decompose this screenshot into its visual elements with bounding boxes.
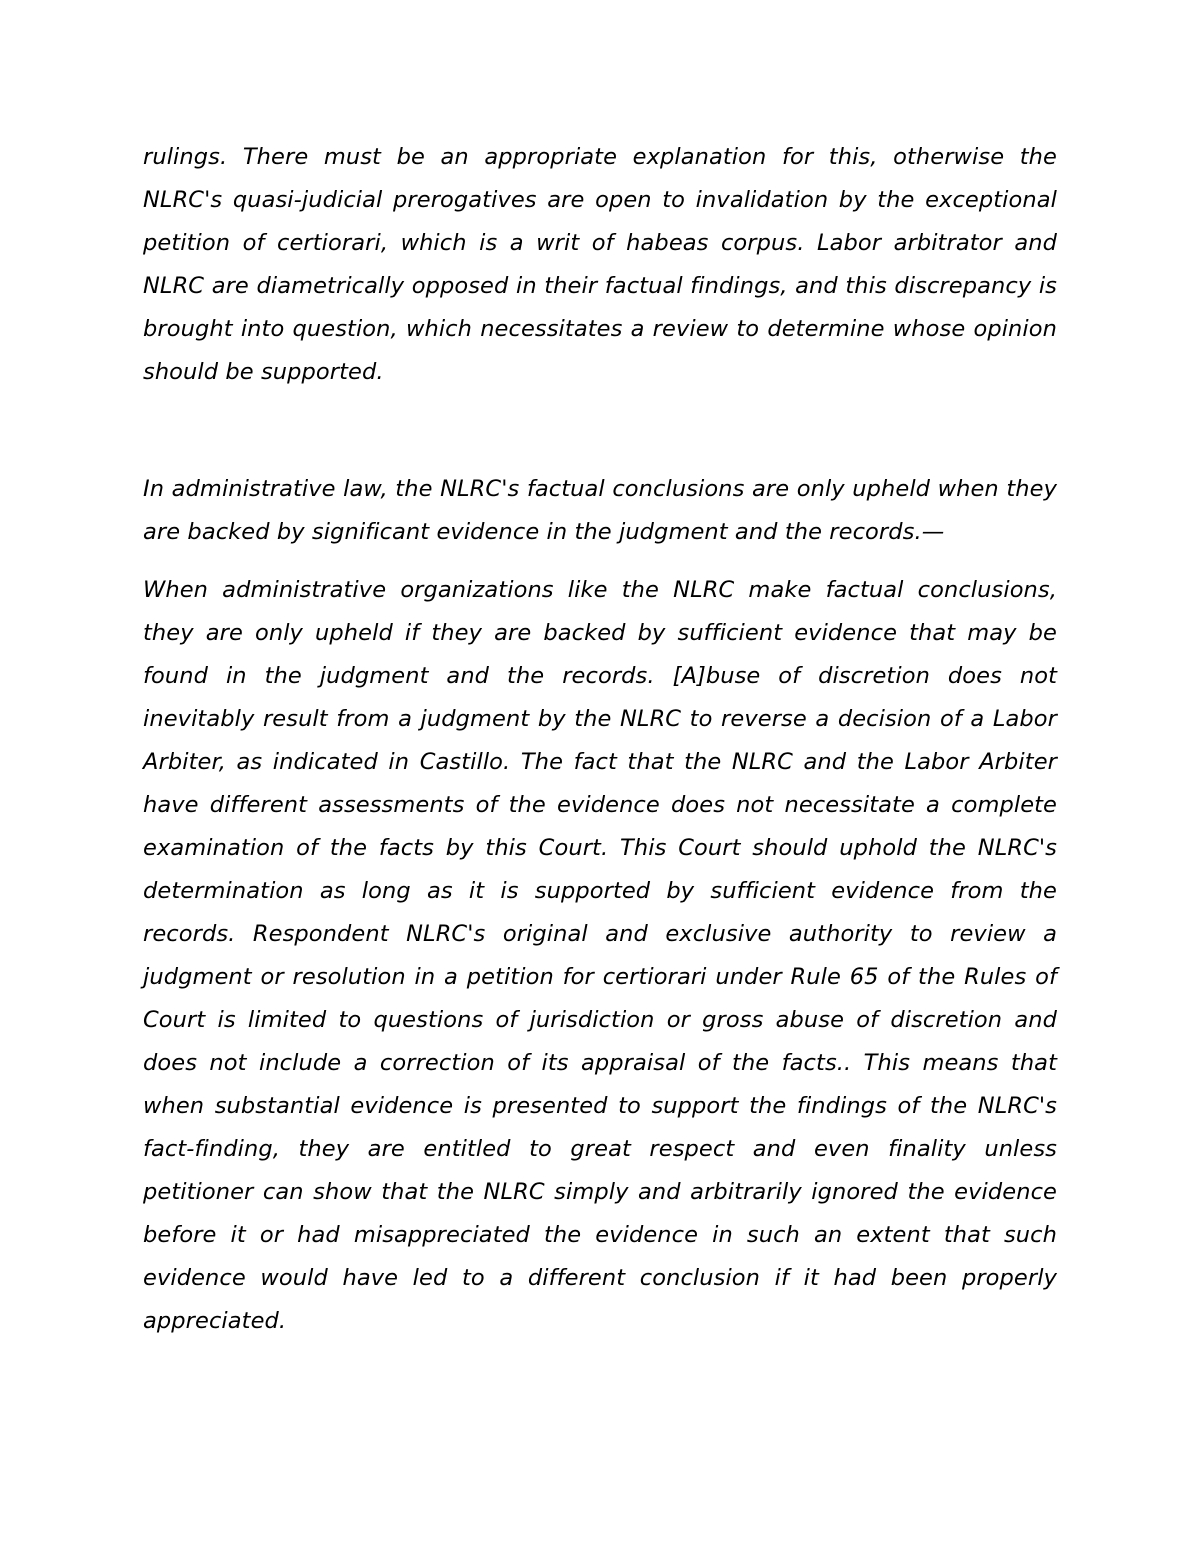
paragraph-rulings-explanation: rulings. There must be an appropriate explanation for this, otherwise the NLRC's quasi-judicial prerogatives are open to invalidation by the exceptional petition of certiorari, which is a writ of habeas corpus. Labor arbitrator and NLRC are diametrically opposed in their factual findings, and this discrepancy is brought into question, which necessitates a review to determine whose opinion should be supported. xyxy=(143,144,1057,385)
paragraph-administrative-law-heading: In administrative law, the NLRC's factual conclusions are only upheld when they are backed by significant evidence in the judgment and the records.— xyxy=(143,476,1057,545)
paragraph-substantial-evidence: When administrative organizations like the NLRC make factual conclusions, they are only upheld if they are backed by sufficient evidence that may be found in the judgment and the records. [A]buse of discretion does not inevitably result from a judgment by the NLRC to reverse a decision of a Labor Arbiter, as indicated in Castillo. The fact that the NLRC and the Labor Arbiter have different assessments of the evidence does not necessitate a complete examination of the facts by this Court. This Court should uphold the NLRC's determination as long as it is supported by sufficient evidence from the records. Respondent NLRC's original and exclusive authority to review a judgment or resolution in a petition for certiorari under Rule 65 of the Rules of Court is limited to questions of jurisdiction or gross abuse of discretion and does not include a correction of its appraisal of the facts.. This means that when substantial evidence is presented to support the findings of the NLRC's fact-finding, they are entitled to great respect and even finality unless petitioner can show that the NLRC simply and arbitrarily ignored the evidence before it or had misappreciated the evidence in such an extent that such evidence would have led to a different conclusion if it had been properly appreciated. xyxy=(143,577,1057,1334)
